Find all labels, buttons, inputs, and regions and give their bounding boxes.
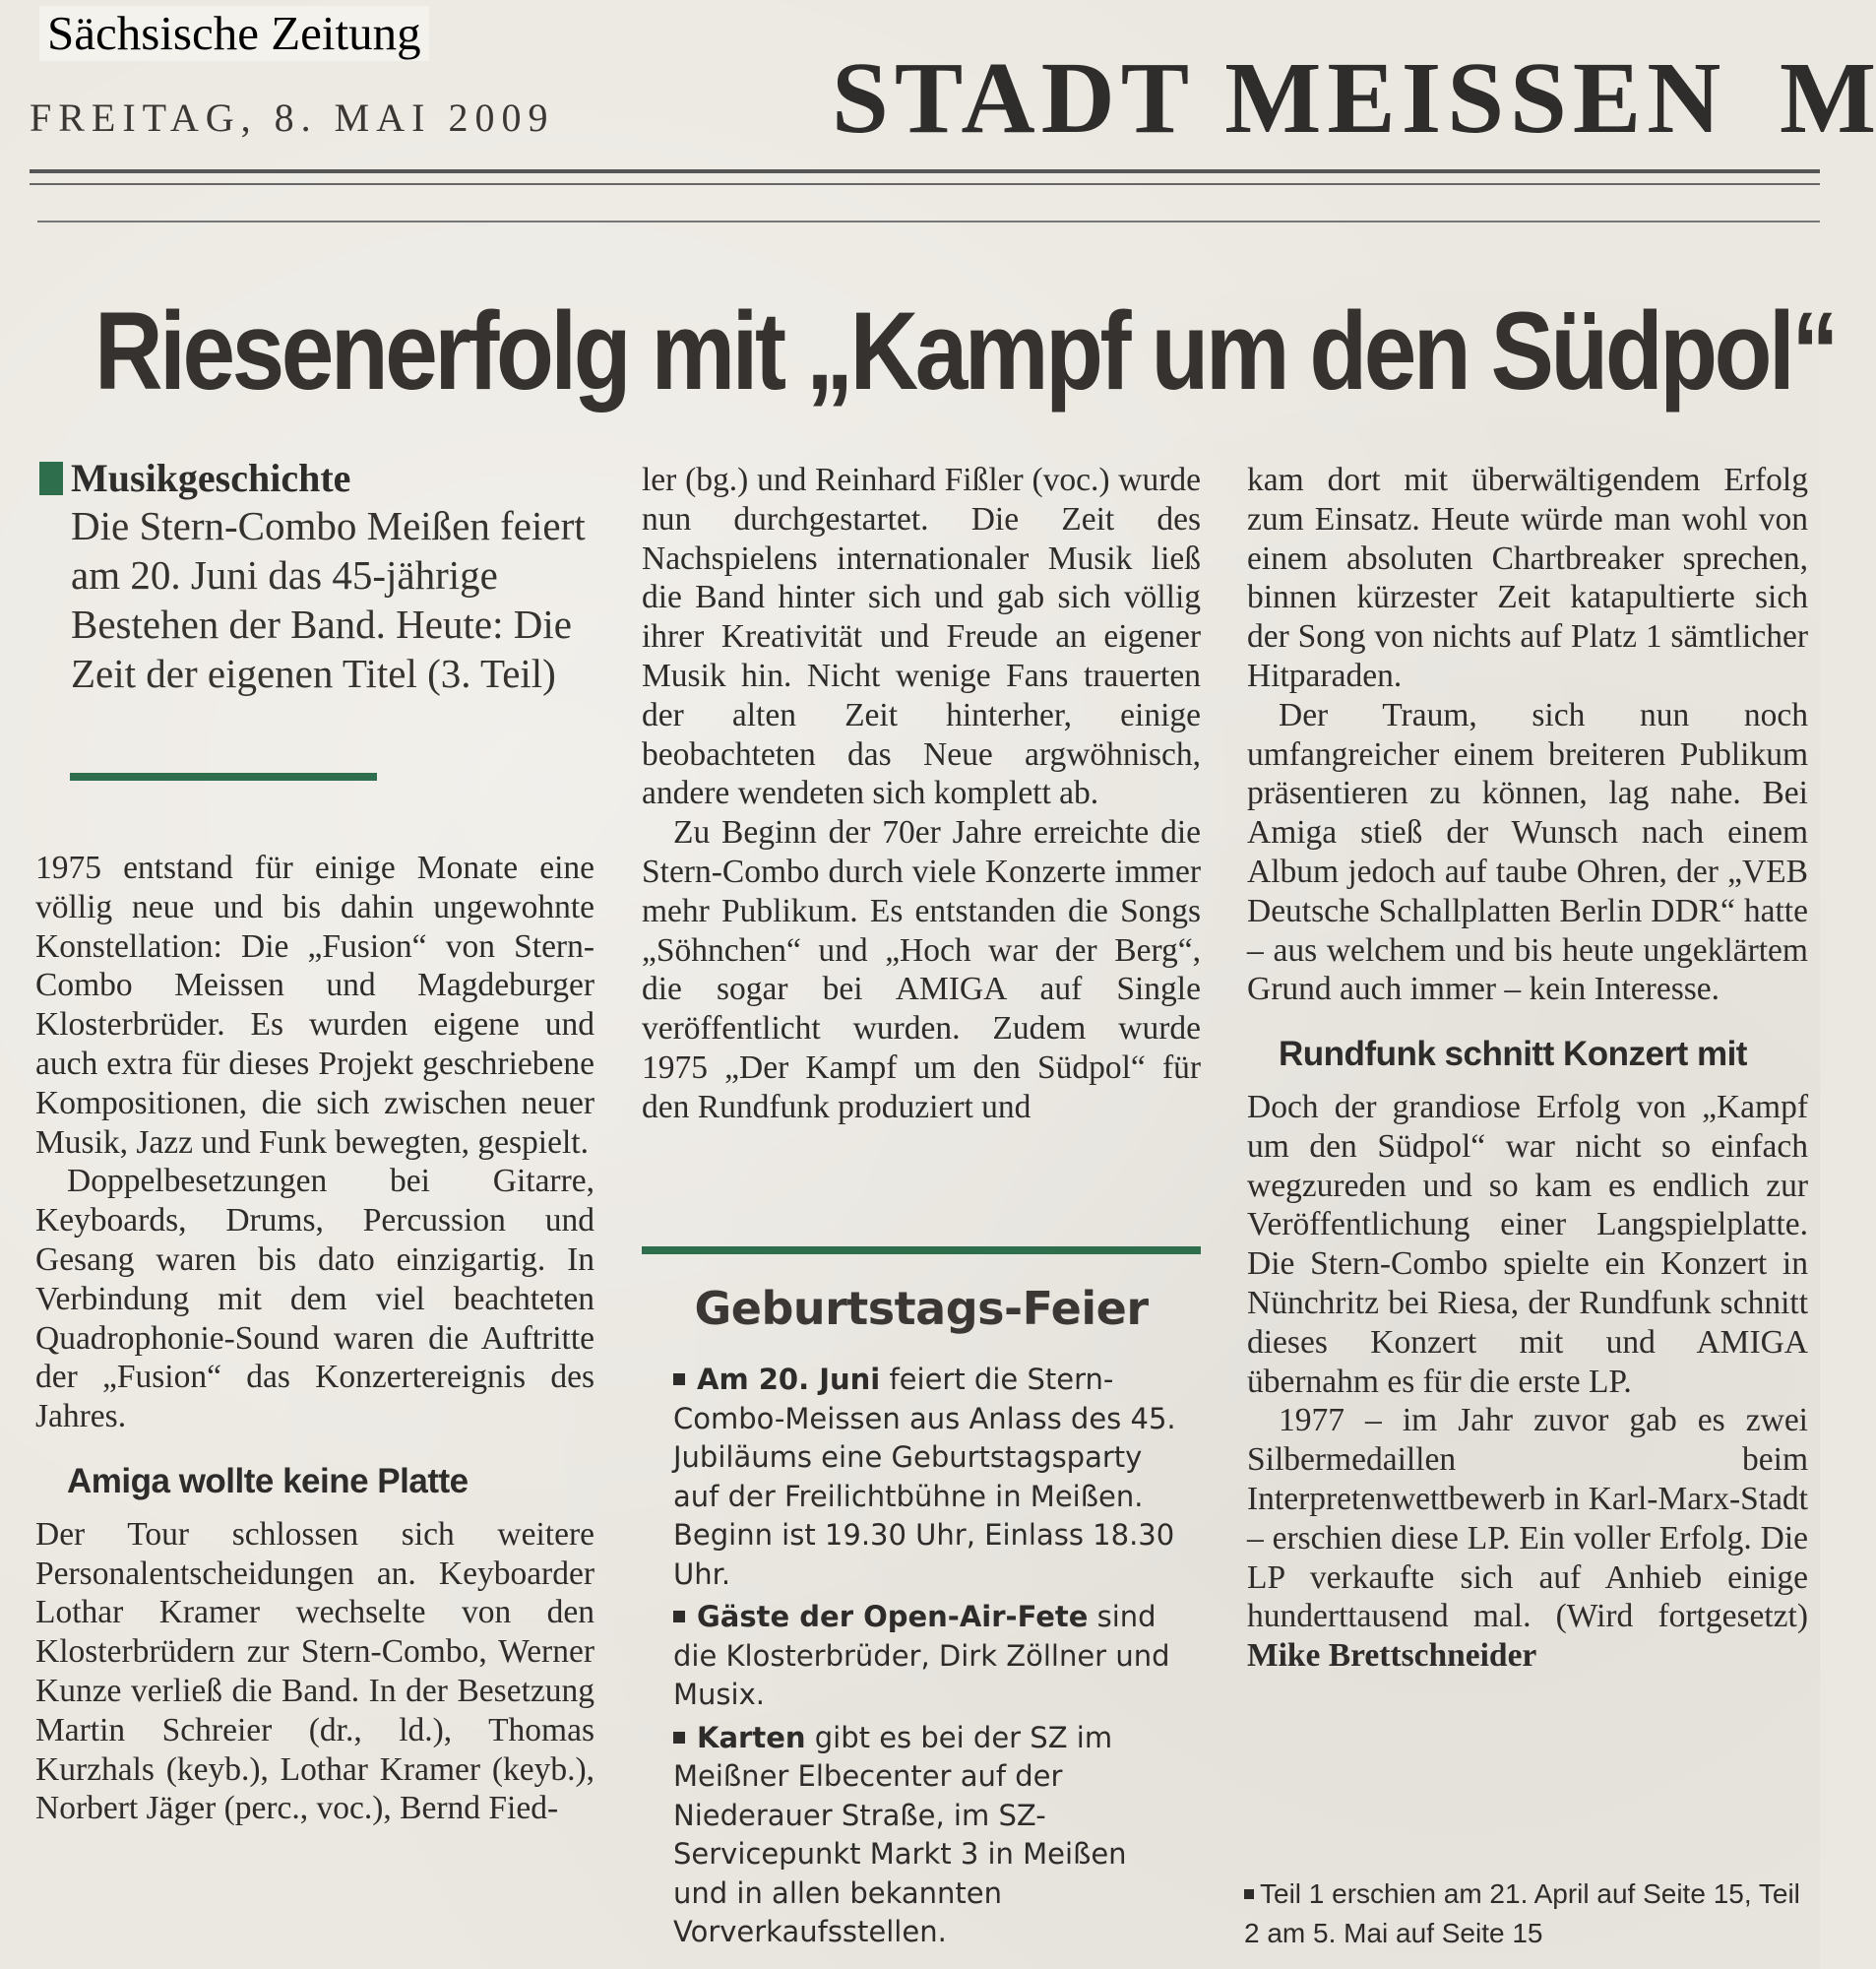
infobox-title: Geburtstags-Feier <box>694 1282 1149 1335</box>
paragraph: Doch der grandiose Erfolg von „Kampf um den Südpol“ war nicht so einfach wegzureden und so kam es endlich zur Veröffentlichung einer Langspielplatte. Die Stern-Combo spielte ein Konzert in Nünchritz bei Riesa, der Rundfunk schnitt dieses Konzert mit und AMIGA übernahm es für die erste LP. <box>1247 1088 1808 1400</box>
paragraph-text: 1977 – im Jahr zuvor gab es zwei Silbermedaillen beim Interpretenwettbewerb in Karl-Marx-Stadt – erschien diese LP. Ein voller Erfolg. Die LP verkaufte sich auf Anhieb einige hunderttausend mal. (Wird fortgesetzt) <box>1247 1402 1808 1635</box>
bullet-icon <box>1244 1889 1254 1899</box>
green-square-icon <box>39 462 63 495</box>
subheading: Amiga wollte keine Platte <box>67 1461 469 1500</box>
paragraph: 1975 entstand für einige Monate eine völlig neue und bis dahin ungewohnte Konstellation: Die „Fusion“ von Stern-Combo Meissen und Magdeburger Klosterbrüder. Es wurden eigene und auch extra für dieses Projekt geschriebene Kompositionen, die sich zwischen neuer Musik, Jazz und Funk bewegten, gespielt. <box>35 850 594 1161</box>
header-rule-thin <box>30 183 1820 185</box>
author-byline: Mike Brettschneider <box>1247 1637 1537 1675</box>
kicker-label <box>39 455 591 501</box>
infobox <box>673 1361 1185 1956</box>
column-2 <box>642 461 1201 1127</box>
column-3 <box>1247 461 1808 1676</box>
kicker-block <box>39 455 591 698</box>
bullet-icon <box>673 1611 685 1622</box>
section-title: STADT MEISSEN <box>832 41 1727 155</box>
paragraph: Der Tour schlossen sich weitere Personalentscheidungen an. Keyboarder Lothar Kramer wechselte von den Klosterbrüdern zur Stern-Combo, Werner Kunze verließ die Band. In der Besetzung Martin Schreier (dr., ld.), Thomas Kurzhals (keyb.), Lothar Kramer (keyb.), Norbert Jäger (perc., voc.), Bernd Fied- <box>35 1515 594 1827</box>
infobox-item-text: feiert die Stern-Combo-Meissen aus Anlass des 45. Jubiläums eine Geburtstagsparty auf der Freilichtbühne in Meißen. Beginn ist 19.30 Uhr, Einlass 18.30 Uhr. <box>673 1363 1176 1591</box>
infobox-item <box>673 1719 1185 1952</box>
paragraph: ler (bg.) und Reinhard Fißler (voc.) wurde nun durchgestartet. Die Zeit des Nachspielens internationaler Musik ließ die Band hinter sich und gab sich völlig ihrer Kreativität und Freude an eigener Musik hin. Nicht wenige Fans trauerten der alten Zeit hinterher, einige beobachteten das Neue argwöhnisch, andere wendeten sich komplett ab. <box>642 462 1201 812</box>
header-rule-thick <box>30 169 1820 173</box>
infobox-rule <box>642 1246 1201 1254</box>
header-rule-lower <box>37 221 1820 222</box>
issue-date: FREITAG, 8. MAI 2009 <box>30 95 555 140</box>
infobox-item-text: gibt es bei der SZ im Meißner Elbecenter auf der Niederauer Straße, im SZ-Servicepunkt Markt 3 in Meißen und in allen bekannten Vorverkaufsstellen. <box>673 1720 1127 1948</box>
kicker-label-text: Musikgeschichte <box>71 456 351 500</box>
infobox-item <box>673 1598 1185 1715</box>
kicker-intro: Die Stern-Combo Meißen feiert am 20. Juni das 45-jährige Bestehen der Band. Heute: Die Zeit der eigenen Titel (3. Teil) <box>71 503 586 696</box>
subheading: Rundfunk schnitt Konzert mit <box>1279 1035 1747 1074</box>
bullet-icon <box>673 1373 685 1385</box>
footnote-text: Teil 1 erschien am 21. April auf Seite 15, Teil 2 am 5. Mai auf Seite 15 <box>1244 1878 1800 1948</box>
section-title-cut-letter: M <box>1780 41 1876 155</box>
infobox-item-lead: Gäste der Open-Air-Fete <box>697 1600 1089 1633</box>
bullet-icon <box>673 1732 685 1744</box>
infobox-item-lead: Karten <box>697 1720 806 1754</box>
source-label: Sächsische Zeitung <box>39 6 429 61</box>
article-headline: Riesenerfolg mit „Kampf um den Südpol“ <box>94 289 1837 413</box>
column-1 <box>35 849 594 1828</box>
infobox-item-text: sind die Klosterbrüder, Dirk Zöllner und Musix. <box>673 1600 1170 1711</box>
paragraph <box>1247 1401 1808 1676</box>
infobox-item <box>673 1361 1185 1594</box>
paragraph: Doppelbesetzungen bei Gitarre, Keyboards, Drums, Percussion und Gesang waren bis dato einzigartig. In Verbindung mit dem viel beachteten Quadrophonie-Sound waren die Auftritte der „Fusion“ das Konzertereignis des Jahres. <box>35 1163 594 1435</box>
footnote <box>1244 1874 1815 1953</box>
paragraph: Der Traum, sich nun noch umfangreicher einem breiteren Publikum präsentieren zu können, lag nahe. Bei Amiga stieß der Wunsch nach einem Album jedoch auf taube Ohren, der „VEB Deutsche Schallplatten Berlin DDR“ hatte – aus welchem und bis heute ungeklärtem Grund auch immer – kein Interesse. <box>1247 696 1808 1008</box>
kicker-rule <box>70 773 377 781</box>
infobox-item-lead: Am 20. Juni <box>697 1363 881 1396</box>
paragraph: kam dort mit überwältigendem Erfolg zum Einsatz. Heute würde man wohl von einem absoluten Chartbreaker sprechen, binnen kürzester Zeit katapultierte sich der Song von nichts auf Platz 1 sämtlicher Hitparaden. <box>1247 462 1808 694</box>
paragraph: Zu Beginn der 70er Jahre erreichte die Stern-Combo durch viele Konzerte immer mehr Publikum. Es entstanden die Songs „Söhnchen“ und „Hoch war der Berg“, die sogar bei AMIGA auf Single veröffentlicht wurden. Zudem wurde 1975 „Der Kampf um den Südpol“ für den Rundfunk produziert und <box>642 814 1201 1125</box>
